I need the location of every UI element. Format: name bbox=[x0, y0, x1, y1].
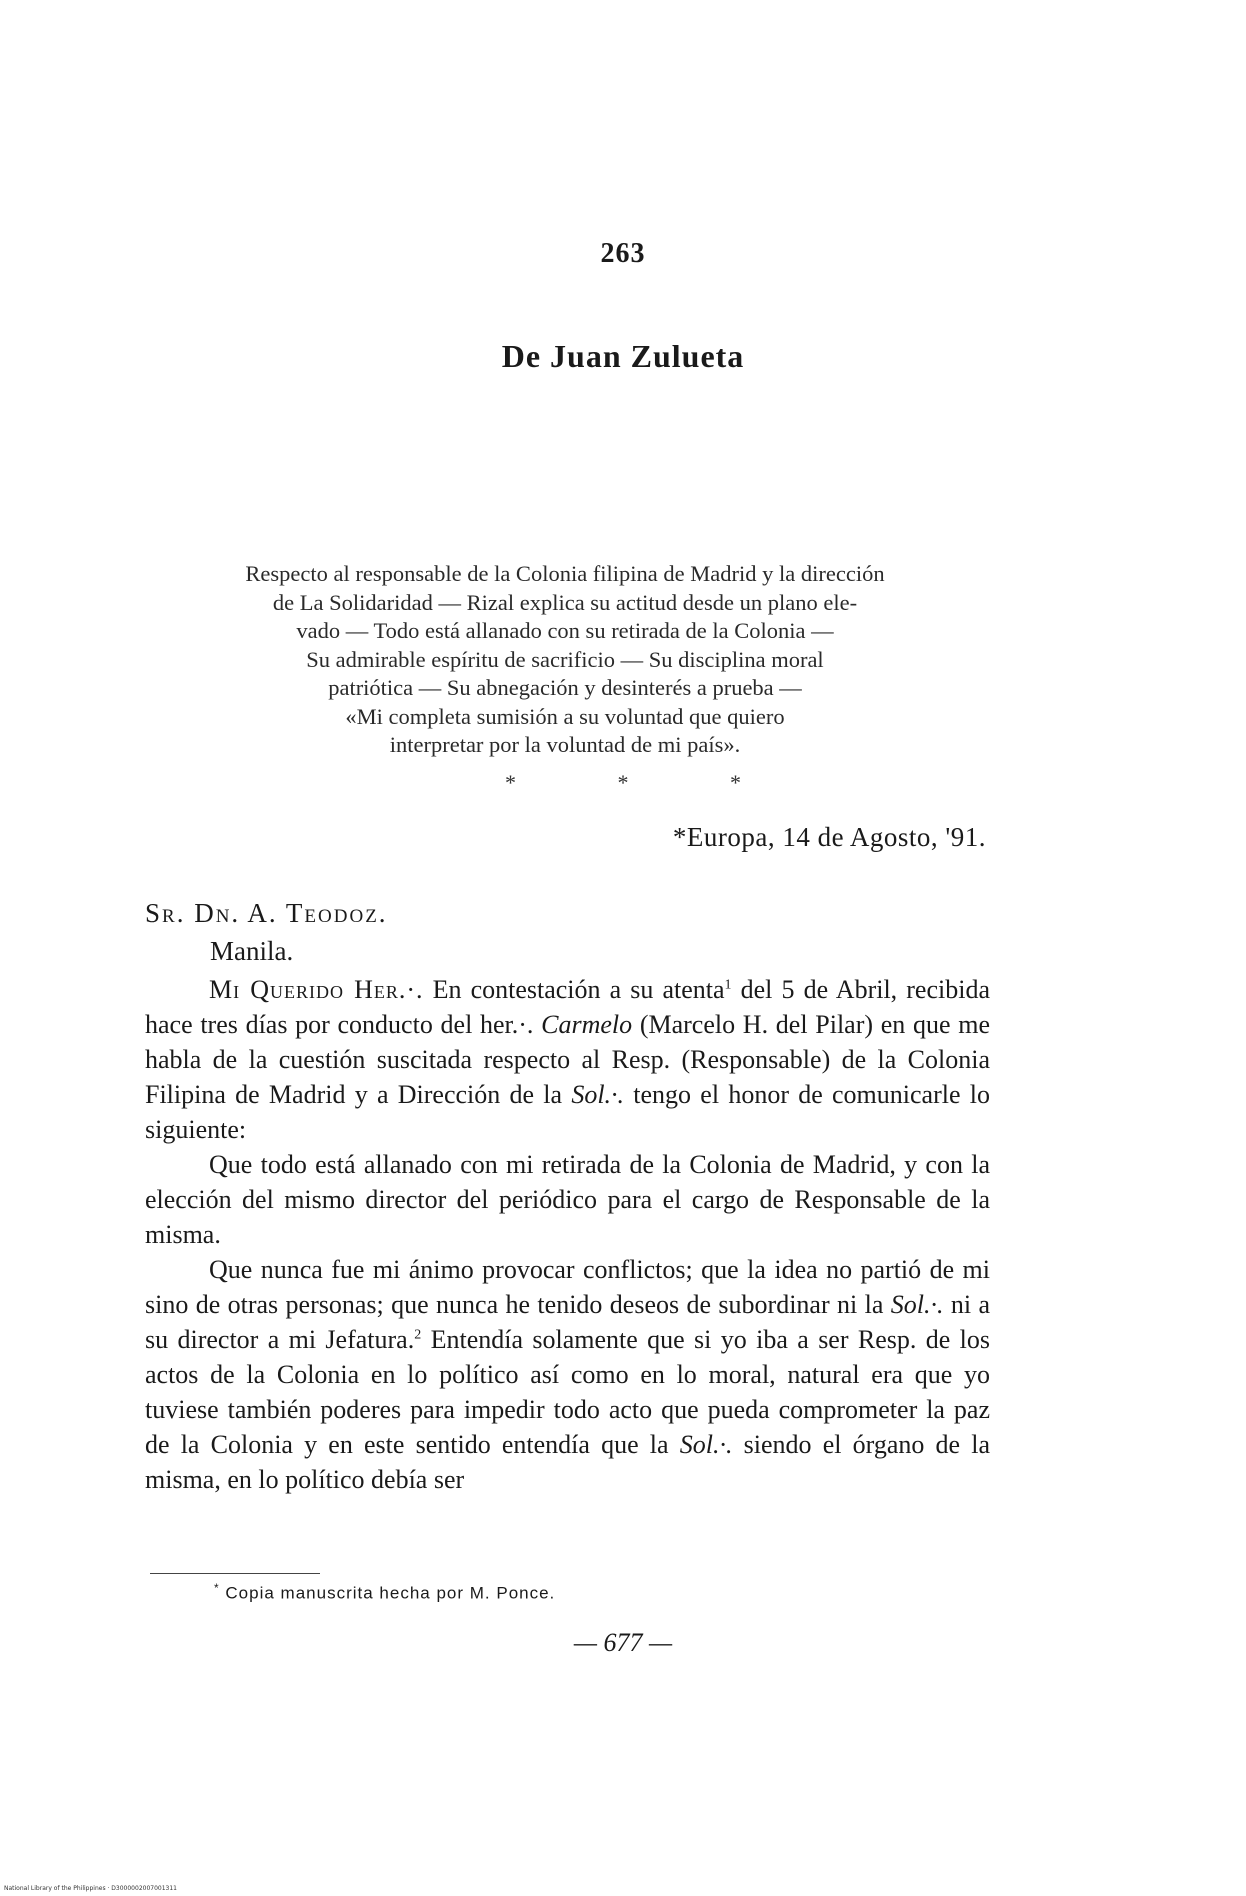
text-run: (Marcelo H. del Pilar) en que me habla de la cuestión suscitada respecto al Resp. (Responsable) de la Colonia Filipina de Madrid y a Dirección de la bbox=[145, 1010, 990, 1109]
letter-body bbox=[145, 972, 990, 1497]
footnote-divider bbox=[150, 1573, 320, 1574]
summary-line: «Mi completa sumisión a su voluntad que quiero bbox=[345, 703, 785, 729]
letter-title: De Juan Zulueta bbox=[501, 338, 745, 374]
text-run: del 5 de Abril, recibida hace tres días por conducto del her.·. bbox=[145, 975, 990, 1039]
text-run: Que nunca fue mi ánimo provocar conflictos; que la idea no partió de mi sino de otras personas; que nunca he tenido deseos de subordinar ni la bbox=[145, 1255, 990, 1319]
text-run: siendo el órgano de la misma, en lo político debía ser bbox=[145, 1430, 990, 1494]
sol-abbrev: Sol.·. bbox=[890, 1290, 944, 1319]
folio: — 677 — bbox=[573, 1628, 673, 1657]
footnote bbox=[214, 1581, 555, 1604]
summary-line: patriótica — Su abnegación y desinterés a prueba — bbox=[328, 675, 802, 700]
summary-line: interpretar por la voluntad de mi país». bbox=[389, 732, 741, 757]
summary-line: de La Solidaridad — Rizal explica su actitud desde un plano ele- bbox=[272, 589, 858, 615]
greeting: Mi Querido Her.·. bbox=[209, 975, 424, 1004]
text-run: En contestación a su atenta bbox=[423, 975, 725, 1004]
paragraph bbox=[145, 972, 990, 1147]
page-number: 263 bbox=[600, 238, 646, 269]
footnote-text: Copia manuscrita hecha por M. Ponce. bbox=[225, 1583, 556, 1603]
location: Manila. bbox=[210, 936, 294, 966]
summary bbox=[145, 560, 985, 760]
footnote-ref: 1 bbox=[724, 977, 732, 993]
text-run: ni a su director a mi Jefatura. bbox=[145, 1290, 991, 1354]
summary-line: Respecto al responsable de la Colonia filipina de Madrid y la dirección bbox=[245, 561, 885, 586]
scan-credit: National Library of the Philippines · D3000002007001311 bbox=[4, 1885, 177, 1892]
sol-abbrev: Sol.·. bbox=[679, 1430, 733, 1459]
paragraph: Que todo está allanado con mi retirada de la Colonia de Madrid, y con la elección del mismo director del periódico para el cargo de Responsable de la misma. bbox=[145, 1150, 990, 1249]
summary-line: Su admirable espíritu de sacrificio — Su disciplina moral bbox=[306, 646, 824, 672]
footnote-ref: 2 bbox=[414, 1327, 422, 1343]
paragraph bbox=[145, 1252, 990, 1497]
name-italic: Carmelo bbox=[541, 1010, 633, 1039]
summary-line: vado — Todo está allanado con su retirada de la Colonia — bbox=[296, 618, 834, 643]
text-run: tengo el honor de comunicarle lo siguiente: bbox=[145, 1080, 990, 1144]
text-run: Entendía solamente que si yo iba a ser Resp. de los actos de la Colonia en lo político así como en lo moral, natural era que yo tuviese también poderes para impedir todo acto que pueda comprometer la paz de la Colonia y en este sentido entendía que la bbox=[145, 1325, 991, 1459]
footnote-mark: * bbox=[214, 1581, 220, 1595]
section-separator: * * * bbox=[505, 770, 789, 795]
sol-abbrev: Sol.·. bbox=[571, 1080, 625, 1109]
dateline: *Europa, 14 de Agosto, '91. bbox=[672, 822, 986, 852]
salutation: Sr. Dn. A. Teodoz. bbox=[145, 898, 388, 928]
